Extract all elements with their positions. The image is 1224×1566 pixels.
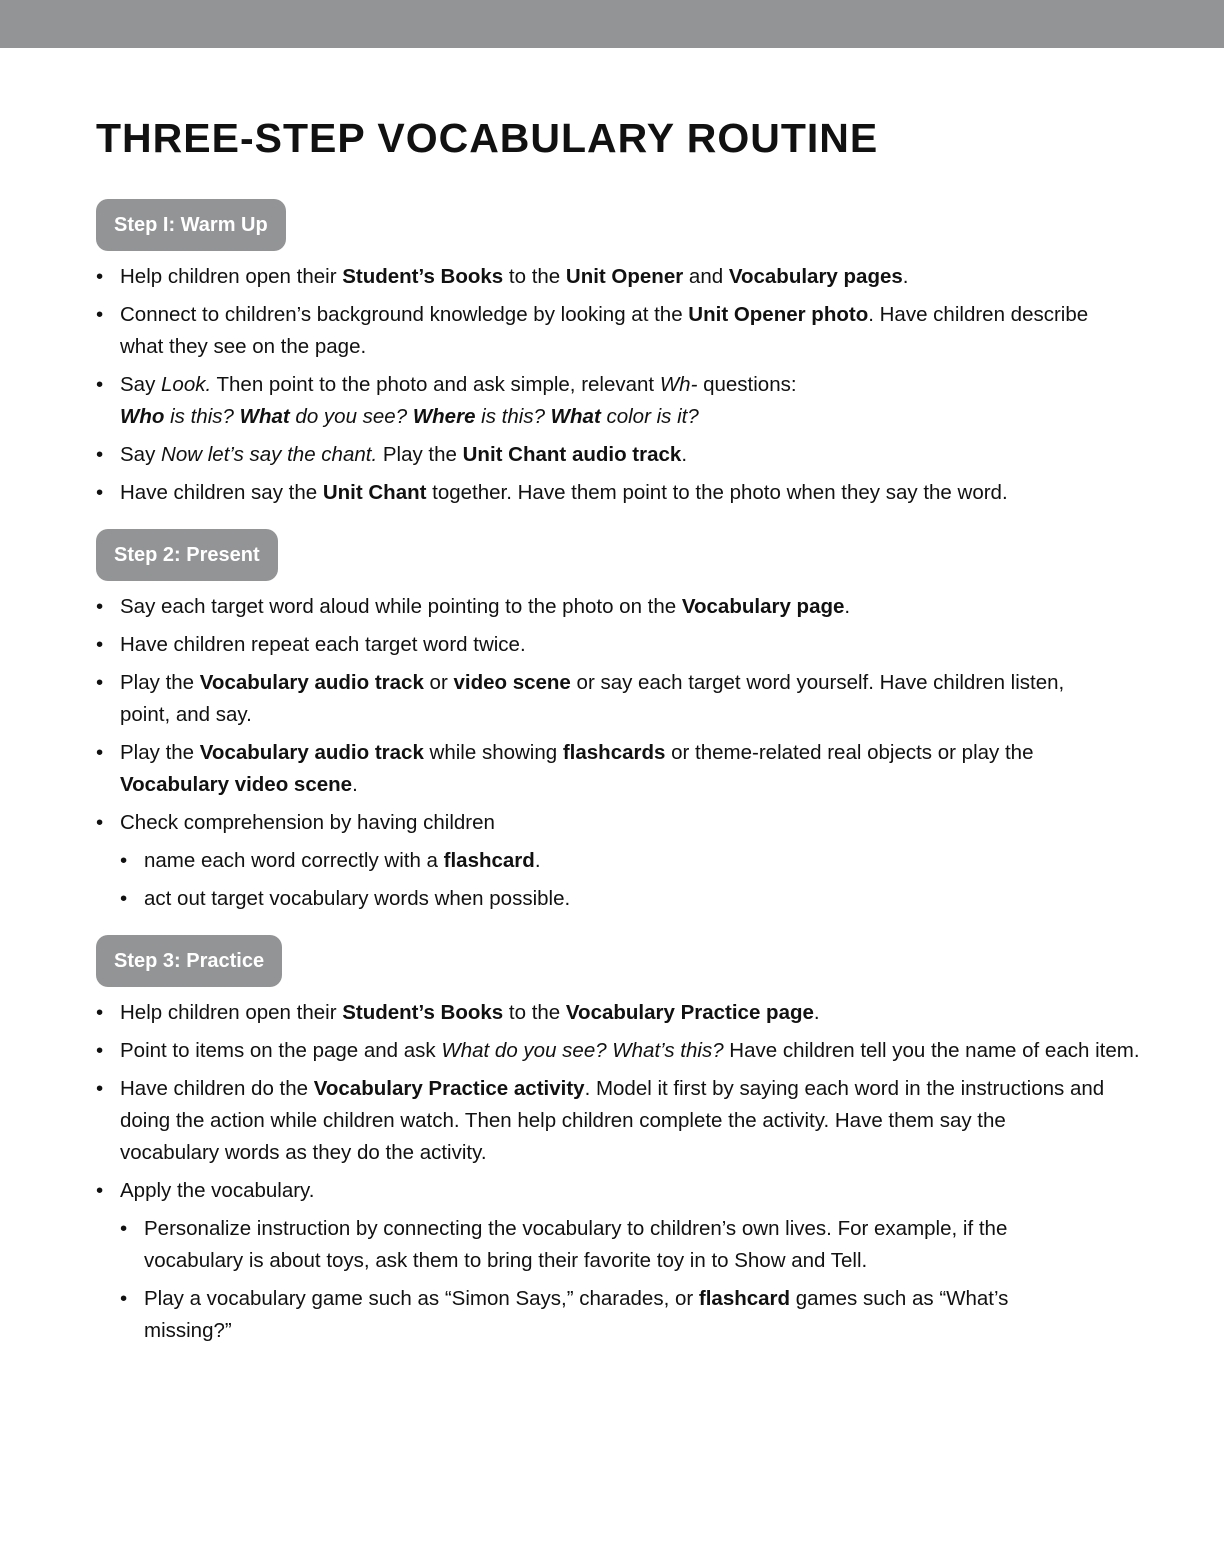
bold-term: Unit Chant	[322, 481, 427, 504]
step-2-section	[96, 529, 1136, 915]
text: act out target vocabulary words when possible.	[144, 887, 571, 910]
step-2-list	[96, 591, 1136, 915]
header-band	[0, 0, 1224, 48]
text: is this?	[164, 405, 240, 428]
text: to the	[503, 1001, 566, 1024]
list-item	[96, 807, 1136, 915]
step-1-list	[96, 261, 1136, 509]
list-item	[96, 629, 1136, 661]
text: to the	[503, 265, 566, 288]
bold-term: Vocabulary page	[681, 595, 845, 618]
list-item	[96, 591, 1136, 623]
bold-term: flashcard	[443, 849, 535, 872]
text: Have children tell you the name of each item.	[723, 1039, 1140, 1062]
text: Personalize instruction by connecting the vocabulary to children’s own lives. For example, if the vocabulary is about toys, ask them to bring their favorite toy in to Show and Tell.	[144, 1217, 1008, 1272]
bold-term: What	[239, 405, 290, 428]
text: . Model it first by saying each word in the instructions and doing the action while children watch. Then help children complete the activity. Have them say the vocabulary words as they do the activity.	[120, 1077, 1105, 1164]
bold-term: Vocabulary pages	[728, 265, 903, 288]
bold-term: Unit Chant audio track	[462, 443, 682, 466]
text: or say each target word yourself. Have children listen, point, and say.	[120, 671, 1065, 726]
text: games such as “What’s missing?”	[144, 1287, 1009, 1342]
step-3-section	[96, 935, 1140, 1347]
list-item	[96, 299, 1120, 363]
bold-term: Who	[120, 405, 165, 428]
text: Then point to the photo and ask simple, relevant	[211, 373, 660, 396]
bold-term: video scene	[453, 671, 571, 694]
text: Play the	[120, 671, 200, 694]
text: is this?	[475, 405, 551, 428]
list-item	[96, 261, 1100, 293]
question-list	[120, 405, 699, 428]
text: and	[683, 265, 729, 288]
page-title: THREE-STEP VOCABULARY ROUTINE	[96, 115, 879, 161]
text: Say	[120, 443, 162, 466]
sub-list-item	[120, 1283, 1024, 1347]
text: .	[844, 595, 851, 618]
text: . Have children describe what they see on the page.	[120, 303, 1089, 358]
text: .	[902, 265, 909, 288]
page-content	[96, 112, 1140, 1367]
bold-term: Unit Opener	[565, 265, 684, 288]
bold-term: Vocabulary audio track	[199, 671, 424, 694]
italic-phrase: Look.	[161, 373, 212, 396]
list-item	[96, 1175, 1136, 1347]
list-item	[96, 997, 1136, 1029]
italic-phrase: Now let’s say the chant.	[161, 443, 378, 466]
text: or	[423, 671, 454, 694]
text: Point to items on the page and ask	[120, 1039, 442, 1062]
italic-phrase: Wh-	[659, 373, 698, 396]
list-item	[96, 1073, 1110, 1169]
sub-list-item	[120, 1213, 1064, 1277]
step-1-section	[96, 199, 1136, 509]
text: Help children open their	[120, 1001, 343, 1024]
text: Apply the vocabulary.	[120, 1179, 315, 1202]
sub-list-item	[120, 845, 1136, 877]
text: Play the	[120, 741, 200, 764]
list-item	[96, 439, 1136, 471]
step-3-badge: Step 3: Practice	[96, 935, 282, 987]
text: Have children do the	[120, 1077, 314, 1100]
text: color is it?	[600, 405, 699, 428]
text: Play a vocabulary game such as “Simon Says,” charades, or	[144, 1287, 699, 1310]
text: Play the	[377, 443, 463, 466]
list-item	[96, 369, 1136, 433]
italic-phrase: What do you see? What’s this?	[441, 1039, 724, 1062]
text: questions:	[697, 373, 797, 396]
text: do you see?	[289, 405, 413, 428]
list-item	[96, 1035, 1140, 1067]
list-item	[96, 667, 1110, 731]
bold-term: Student’s Books	[342, 265, 504, 288]
bold-term: Vocabulary Practice page	[565, 1001, 814, 1024]
bold-term: Where	[412, 405, 476, 428]
bold-term: Vocabulary video scene	[120, 773, 353, 796]
list-item	[96, 477, 1136, 509]
list-item	[96, 737, 1120, 801]
text: .	[534, 849, 541, 872]
text: or theme-related real objects or play the	[665, 741, 1034, 764]
step-1-badge: Step I: Warm Up	[96, 199, 286, 251]
text: Help children open their	[120, 265, 343, 288]
bold-term: Student’s Books	[342, 1001, 504, 1024]
text: Check comprehension by having children	[120, 811, 495, 834]
bold-term: flashcard	[698, 1287, 791, 1310]
sub-list	[120, 1213, 1136, 1347]
bold-term: Unit Opener photo	[688, 303, 869, 326]
text: .	[681, 443, 688, 466]
text: Connect to children’s background knowledge by looking at the	[120, 303, 689, 326]
text: together. Have them point to the photo when they say the word.	[426, 481, 1008, 504]
text: Have children say the	[120, 481, 323, 504]
bold-term: flashcards	[562, 741, 666, 764]
text: Say	[120, 373, 162, 396]
text: .	[352, 773, 358, 796]
bold-term: Vocabulary Practice activity	[313, 1077, 585, 1100]
bold-term: What	[550, 405, 601, 428]
sub-list-item	[120, 883, 1136, 915]
text: .	[813, 1001, 820, 1024]
text: name each word correctly with a	[144, 849, 444, 872]
text: while showing	[423, 741, 563, 764]
bold-term: Vocabulary audio track	[199, 741, 424, 764]
step-2-badge: Step 2: Present	[96, 529, 278, 581]
step-3-list	[96, 997, 1140, 1347]
text: Say each target word aloud while pointing to the photo on the	[120, 595, 682, 618]
text: Have children repeat each target word twice.	[120, 633, 526, 656]
sub-list	[120, 845, 1136, 915]
